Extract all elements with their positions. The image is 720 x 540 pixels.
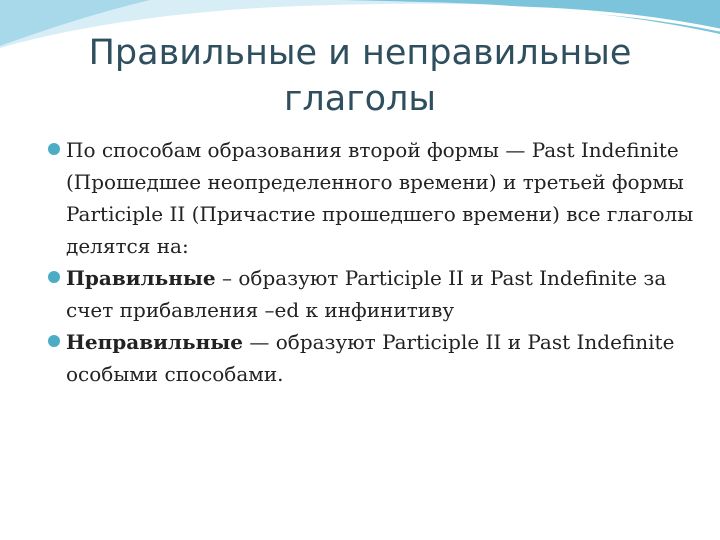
bullet-dot-icon [48,143,60,155]
bullet-term: Неправильные [66,330,244,354]
bullet-text: — образуют Participle II и Past Indefinite особыми способами. [66,330,675,386]
wave-dark [330,0,720,34]
slide-title: Правильные и неправильные глаголы [88,33,632,119]
bullet-item [46,262,696,326]
bullet-item [46,134,696,262]
bullet-text: По способам образования второй формы — Past Indefinite (Прошедшее неопределенного времени) и третьей формы Participle II (Причастие прошедшего времени) все глаголы делятся на: [66,138,694,258]
bullet-dot-icon [48,271,60,283]
bullet-item [46,326,696,390]
bullet-list [46,134,696,390]
bullet-term: Правильные [66,266,216,290]
bullet-text: – образуют Participle II и Past Indefinite за счет прибавления –ed к инфинитиву [66,266,667,322]
bullet-dot-icon [48,335,60,347]
